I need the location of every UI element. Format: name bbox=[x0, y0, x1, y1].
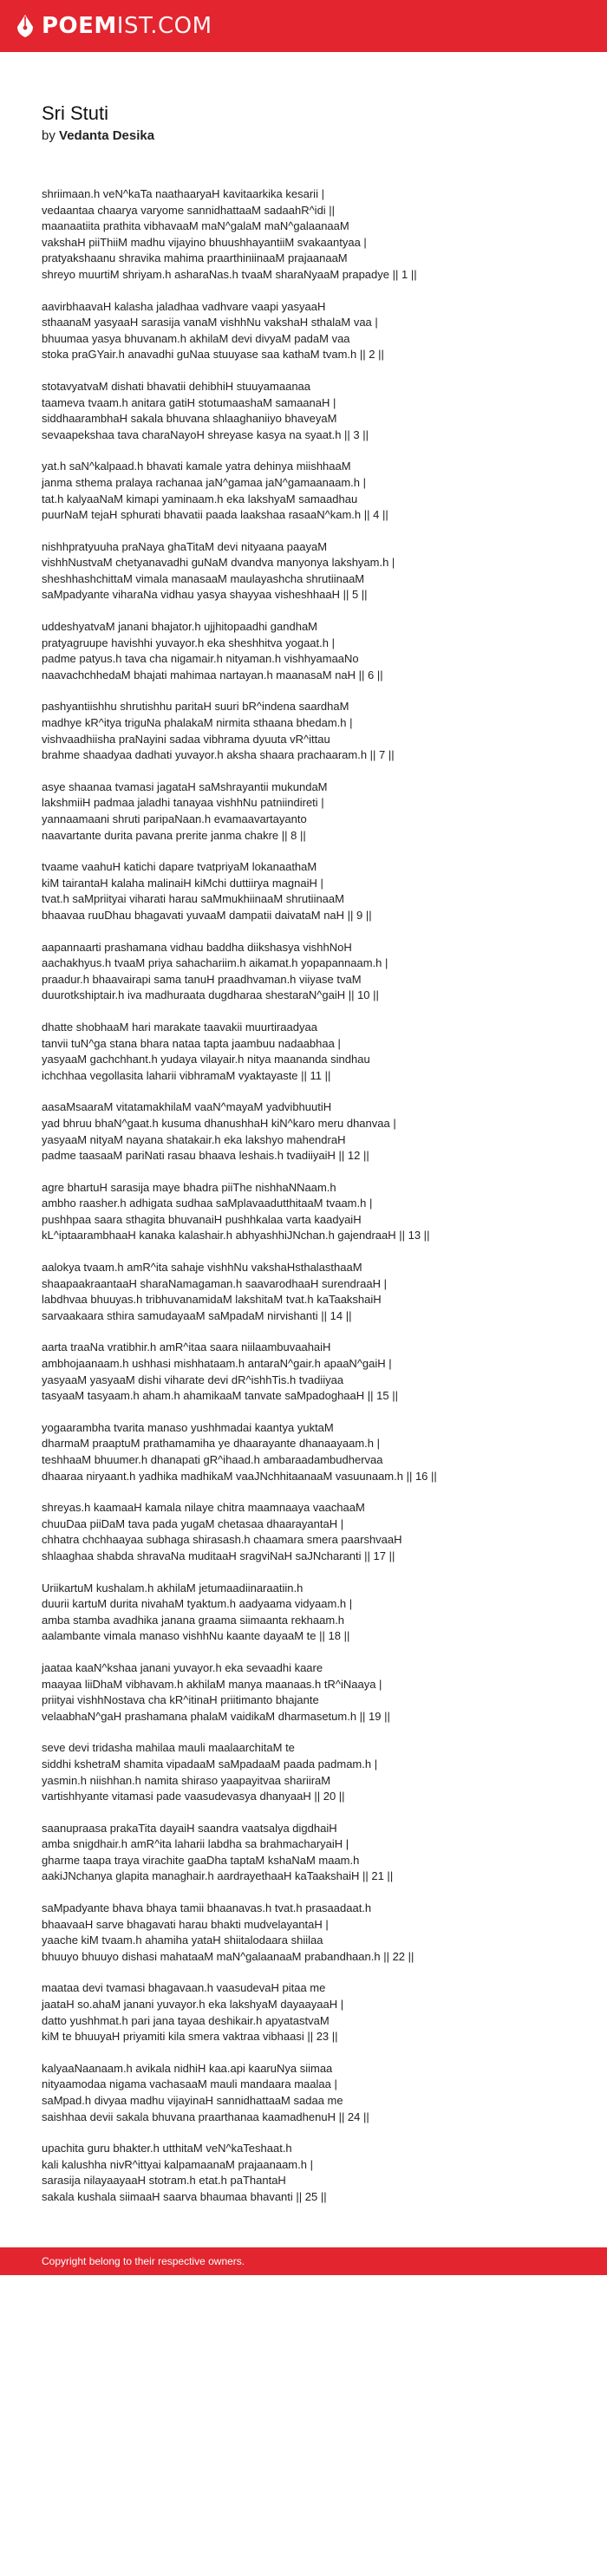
poem-line: agre bhartuH sarasija maye bhadra piiThe nishhaNNaam.h bbox=[42, 1180, 336, 1194]
poem-line: jaataH so.ahaM janani yuvayor.h eka lakshyaM dayaayaaH | bbox=[42, 1998, 344, 2012]
poem-line: tvaame vaahuH katichi dapare tvatpriyaM lokanaathaM bbox=[42, 860, 317, 874]
stanza bbox=[42, 1340, 565, 1404]
author-link[interactable]: Vedanta Desika bbox=[59, 128, 155, 143]
poem-line: ichchhaa vegollasita laharii vibhramaM vyaktayaste || 11 || bbox=[42, 1068, 331, 1082]
stanza bbox=[42, 1660, 565, 1725]
poem-line: aalambante vimala manaso vishhNu kaante dayaaM te || 18 || bbox=[42, 1629, 350, 1643]
poem-byline bbox=[42, 128, 565, 143]
poem-line: duurotkshiptair.h iva madhuraata dugdharaa shestaraN^gaiH || 10 || bbox=[42, 988, 379, 1002]
poem-line: bhuuyo bhuuyo dishasi mahataaM maN^galaanaaM prabandhaan.h || 22 || bbox=[42, 1949, 414, 1963]
poem-line: yasyaaM gachchhant.h yudaya vilayair.h nitya maananda sindhau bbox=[42, 1053, 370, 1066]
poem-line: puurNaM tejaH sphurati bhavatii paada laakshaa rasaaN^kam.h || 4 || bbox=[42, 508, 388, 522]
poem-line: vishhNustvaM chetyanavadhi guNaM dvandva manyonya lakshyam.h | bbox=[42, 556, 395, 570]
poem-line: vedaantaa chaarya varyome sannidhattaaM sadaahR^idi || bbox=[42, 203, 336, 217]
poem-line: padme patyus.h tava cha nigamair.h nityaman.h vishhyamaaNo bbox=[42, 652, 359, 666]
site-header bbox=[0, 0, 607, 52]
by-label: by bbox=[42, 128, 55, 143]
poem-line: stotavyatvaM dishati bhavatii dehibhiH stuuyamaanaa bbox=[42, 379, 311, 393]
poem-line: naavartante durita pavana prerite janma chakre || 8 || bbox=[42, 828, 306, 842]
poem-line: aarta traaNa vratibhir.h amR^itaa saara niilaambuvaahaiH bbox=[42, 1340, 331, 1354]
poem-title: Sri Stuti bbox=[42, 102, 109, 124]
poem-line: saMpadyante viharaNa vidhau yasya shayyaa visheshhaaH || 5 || bbox=[42, 588, 368, 602]
poem-line: sarasija nilayaayaaH stotram.h etat.h paThantaH bbox=[42, 2174, 286, 2188]
stanza bbox=[42, 779, 565, 844]
poem-line: saMpad.h divyaa madhu vijayinaH sannidhattaaM sadaa me bbox=[42, 2094, 343, 2107]
stanza bbox=[42, 1581, 565, 1645]
poem-line: naavachchhedaM bhajati mahimaa nartayan.h maanasaM naH || 6 || bbox=[42, 668, 383, 681]
poem-line: maayaa liiDhaM vibhavam.h akhilaM manya maanaas.h tR^iNaaya | bbox=[42, 1677, 382, 1691]
poem-line: sthaanaM yasyaaH sarasija vanaM vishhNu vakshaH sthalaM vaa | bbox=[42, 316, 378, 329]
poem-line: maanaatiita prathita vibhavaaM maN^galaM maN^galaanaaM bbox=[42, 219, 349, 233]
stanza bbox=[42, 699, 565, 763]
poem-line: tanvii tuN^ga stana bhara nataa tapta jaambuu nadaabhaa | bbox=[42, 1036, 341, 1050]
poem-body bbox=[42, 186, 565, 2206]
poem-line: yogaarambha tvarita manaso yushhmadai kaantya yuktaM bbox=[42, 1420, 334, 1434]
poem-line: brahme shaadyaa dadhati yuvayor.h aksha shaara prachaaram.h || 7 || bbox=[42, 748, 395, 762]
poem-line: yannaamaani shruti paripaNaan.h evamaavartayanto bbox=[42, 812, 307, 825]
poem-line: uddeshyatvaM janani bhajator.h ujjhitopaadhi gandhaM bbox=[42, 620, 318, 634]
stanza bbox=[42, 1260, 565, 1324]
poem-line: labdhvaa bhuuyas.h tribhuvanamidaM lakshitaM tvat.h kaTaakshaiH bbox=[42, 1293, 382, 1307]
poem-line: asye shaanaa tvamasi jagataH saMshrayantii mukundaM bbox=[42, 779, 328, 793]
poem-line: amba stamba avadhika janana graama siimaanta rekhaam.h bbox=[42, 1613, 345, 1627]
poem-line: tasyaaM tasyaam.h aham.h ahamikaaM tanvate saMpadoghaaH || 15 || bbox=[42, 1389, 398, 1403]
stanza bbox=[42, 1980, 565, 2044]
poem-line: siddhaarambhaH sakala bhuvana shlaaghaniiyo bhaveyaM bbox=[42, 412, 337, 426]
stanza bbox=[42, 2141, 565, 2205]
poem-line: padme taasaaM pariNati rasau bhaava leshais.h tvadiiyaiH || 12 || bbox=[42, 1149, 369, 1163]
poem-line: ambhojaanaam.h ushhasi mishhataam.h antaraN^gair.h apaaN^gaiH | bbox=[42, 1357, 392, 1371]
stanza bbox=[42, 299, 565, 363]
poem-line: dharmaM praaptuM prathamamiha ye dhaarayante dhanaayaam.h | bbox=[42, 1437, 380, 1451]
stanza bbox=[42, 1420, 565, 1484]
poem-line: lakshmiiH padmaa jaladhi tanayaa vishhNu patniindireti | bbox=[42, 796, 324, 810]
poem-line: aakiJNchanya glapita managhair.h aardrayethaaH kaTaakshaiH || 21 || bbox=[42, 1869, 394, 1883]
poem-line: nityaamodaa nigama vachasaaM mauli mandaara maalaa | bbox=[42, 2077, 337, 2091]
poem-line: yasyaaM yasyaaM dishi viharate devi dR^ishhTis.h tvadiiyaa bbox=[42, 1373, 344, 1386]
poem-line: taameva tvaam.h anitara gatiH stotumaashaM samaanaH | bbox=[42, 395, 336, 409]
poem-line: tvat.h saMpriityai viharati harau saMmukhiinaaM shrutiinaaM bbox=[42, 892, 344, 906]
poem-line: pashyantiishhu shrutishhu paritaH suuri bR^indena saardhaM bbox=[42, 700, 349, 714]
stanza bbox=[42, 1821, 565, 1885]
poem-line: bhaavaaH sarve bhagavati harau bhakti mudvelayantaH | bbox=[42, 1917, 329, 1931]
stanza bbox=[42, 1500, 565, 1564]
poem-line: duurii kartuM durita nivahaM tyaktum.h aadyaama vidyaam.h | bbox=[42, 1597, 353, 1611]
poem-line: shaapaakraantaaH sharaNamagaman.h saavarodhaaH surendraaH | bbox=[42, 1276, 387, 1290]
poem-line: vishvaadhiisha praNayini sadaa vibhrama dyuuta vR^ittau bbox=[42, 732, 330, 746]
poem-line: bhuumaa yasya bhuvanam.h akhilaM devi divyaM padaM vaa bbox=[42, 331, 350, 345]
poem-line: janma sthema pralaya rachanaa jaN^gamaa jaN^gamaanaam.h | bbox=[42, 475, 367, 489]
poem-line: chuuDaa piiDaM tava pada yugaM chetasaa dhaarayantaH | bbox=[42, 1516, 344, 1530]
poem-line: yad bhruu bhaN^gaat.h kusuma dhanushhaH kiN^karo meru dhanvaa | bbox=[42, 1116, 396, 1130]
poem-line: upachita guru bhakter.h utthitaM veN^kaTeshaat.h bbox=[42, 2142, 292, 2155]
stanza bbox=[42, 2061, 565, 2125]
poem-line: kL^iptaarambhaaH kanaka kalashair.h abhyashhiJNchan.h gajendraaH || 13 || bbox=[42, 1229, 430, 1242]
poem-line: shreyas.h kaamaaH kamala nilaye chitra maamnaaya vaachaaM bbox=[42, 1501, 365, 1515]
stanza bbox=[42, 1099, 565, 1164]
logo-wordmark bbox=[42, 15, 212, 37]
poem-line: maataa devi tvamasi bhagavaan.h vaasudevaH pitaa me bbox=[42, 1981, 326, 1995]
poem-line: pratyakshaanu shravika mahima praarthiniinaaM prajaanaaM bbox=[42, 251, 348, 265]
poem-line: datto yushhmat.h pari jana tayaa deshikair.h apyatastvaM bbox=[42, 2013, 330, 2027]
poem-line: vakshaH piiThiiM madhu vijayino bhuushhayantiiM svakaantyaa | bbox=[42, 235, 367, 249]
stanza bbox=[42, 1740, 565, 1804]
poem-line: gharme taapa traya virachite gaaDha taptaM kshaNaM maam.h bbox=[42, 1853, 360, 1867]
poem-line: ambho raasher.h adhigata sudhaa saMplavaadutthitaaM tvaam.h | bbox=[42, 1197, 373, 1210]
poem-line: aavirbhaavaH kalasha jaladhaa vadhvare vaapi yasyaaH bbox=[42, 299, 326, 313]
poem-line: saishhaa devii sakala bhuvana praarthanaa kaamadhenuH || 24 || bbox=[42, 2110, 369, 2123]
poem-line: dhaaraa niryaant.h yadhika madhikaM vaaJNchhitaanaaM vasuunaam.h || 16 || bbox=[42, 1469, 437, 1483]
poem-line: shreyo muurtiM shriyam.h asharaNas.h tvaaM sharaNyaaM prapadye || 1 || bbox=[42, 267, 417, 281]
poem-line: sevaapekshaa tava charaNayoH shreyase kasya na syaat.h || 3 || bbox=[42, 427, 369, 441]
poem-line: kalyaaNaanaam.h avikala nidhiH kaa.api kaaruNya siimaa bbox=[42, 2061, 333, 2075]
poem-line: sheshhashchittaM vimala manasaaM maulayashcha shrutiinaaM bbox=[42, 571, 365, 585]
poem-line: aalokya tvaam.h amR^ita sahaje vishhNu vakshaHsthalasthaaM bbox=[42, 1261, 362, 1275]
site-footer bbox=[0, 2247, 607, 2275]
poem-line: pratyagruupe havishhi yuvayor.h eka sheshhitva yogaat.h | bbox=[42, 636, 335, 649]
poem-line: priityai vishhNostava cha kR^itinaH priitimanto bhajante bbox=[42, 1693, 319, 1707]
logo-wordmark-bold: POEM bbox=[42, 13, 117, 39]
poem-line: vartishhyante vitamasi pade vaasudevasya dhanyaaH || 20 || bbox=[42, 1790, 345, 1803]
stanza bbox=[42, 539, 565, 603]
poem-line: pushhpaa saara sthagita bhuvanaiH pushhkalaa varta kaadyaiH bbox=[42, 1212, 362, 1226]
poem-line: saanupraasa prakaTita dayaiH saandra vaatsalya digdhaiH bbox=[42, 1821, 337, 1835]
stanza bbox=[42, 940, 565, 1004]
stanza bbox=[42, 1901, 565, 1965]
poem-line: aachakhyus.h tvaaM priya sahachariim.h aikamat.h yopapannaam.h | bbox=[42, 956, 388, 970]
poem-line: chhatra chchhaayaa subhaga shirasash.h chaamara smera paarshvaaH bbox=[42, 1533, 402, 1547]
poem-line: amba snigdhair.h amR^ita laharii labdha sa brahmacharyaiH | bbox=[42, 1837, 349, 1851]
logo-wordmark-light: IST.COM bbox=[116, 13, 212, 39]
poem-line: seve devi tridasha mahilaa mauli maalaarchitaM te bbox=[42, 1741, 295, 1755]
poem-page bbox=[0, 52, 607, 2247]
poem-line: saMpadyante bhava bhaya tamii bhaanavas.h tvat.h prasaadaat.h bbox=[42, 1901, 372, 1915]
poem-line: kali kalushha nivR^ittyai kalpamaanaM prajaanaam.h | bbox=[42, 2157, 313, 2171]
stanza bbox=[42, 379, 565, 443]
poem-line: tat.h kalyaaNaM kimapi yaminaam.h eka lakshyaM samaadhau bbox=[42, 492, 358, 505]
poem-line: nishhpratyuuha praNaya ghaTitaM devi nityaana paayaM bbox=[42, 539, 328, 553]
stanza bbox=[42, 1020, 565, 1084]
poem-line: sakala kushala siimaaH saarva bhaumaa bhavanti || 25 || bbox=[42, 2189, 327, 2203]
pen-nib-icon bbox=[16, 13, 35, 39]
poem-line: stoka praGYair.h anavadhi guNaa stuuyase saa kathaM tvam.h || 2 || bbox=[42, 348, 384, 362]
poem-line: jaataa kaaN^kshaa janani yuvayor.h eka sevaadhi kaare bbox=[42, 1660, 323, 1674]
poem-line: siddhi kshetraM shamita vipadaaM saMpadaaM paada padmam.h | bbox=[42, 1757, 378, 1771]
poem-line: yaache kiM tvaam.h ahamiha yataH shiitalodaara shiilaa bbox=[42, 1934, 323, 1947]
poem-line: praadur.h bhaavairapi sama tanuH praadhvaman.h viiyase tvaM bbox=[42, 972, 362, 986]
stanza bbox=[42, 859, 565, 923]
poem-line: yasmin.h niishhan.h namita shiraso yaapayitvaa shariiraM bbox=[42, 1773, 331, 1787]
poem-line: shriimaan.h veN^kaTa naathaaryaH kavitaarkika kesarii | bbox=[42, 187, 324, 200]
stanza bbox=[42, 186, 565, 284]
poem-line: yasyaaM nityaM nayana shatakair.h eka lakshyo mahendraH bbox=[42, 1132, 346, 1146]
poem-line: dhatte shobhaaM hari marakate taavakii muurtiraadyaa bbox=[42, 1020, 317, 1034]
poem-line: velaabhaN^gaH prashamana phalaM vaidikaM dharmasetum.h || 19 || bbox=[42, 1709, 390, 1723]
poem-line: teshhaaM bhuumer.h dhanapati gR^ihaad.h ambaraadambudhervaa bbox=[42, 1453, 383, 1466]
poem-line: aasaMsaaraM vitatamakhilaM vaaN^mayaM yadvibhuutiH bbox=[42, 1100, 332, 1114]
poem-line: aapannaarti prashamana vidhau baddha diikshasya vishhNoH bbox=[42, 940, 352, 954]
poem-line: bhaavaa ruuDhau bhagavati yuvaaM dampatii daivataM naH || 9 || bbox=[42, 908, 372, 922]
copyright-text: Copyright belong to their respective owners. bbox=[42, 2254, 245, 2267]
poem-line: UriikartuM kushalam.h akhilaM jetumaadiinaraatiin.h bbox=[42, 1581, 304, 1595]
poem-line: kiM tairantaH kalaha malinaiH kiMchi duttiirya magnaiH | bbox=[42, 876, 323, 890]
poem-line: madhye kR^itya triguNa phalakaM nirmita sthaana bhedam.h | bbox=[42, 716, 353, 730]
stanza bbox=[42, 1180, 565, 1244]
poem-line: sarvaakaara sthira samudayaaM saMpadaM nirvishanti || 14 || bbox=[42, 1308, 352, 1322]
poem-line: kiM te bhuuyaH priyamiti kila smera vaktraa vibhaasi || 23 || bbox=[42, 2030, 338, 2044]
poem-line: yat.h saN^kalpaad.h bhavati kamale yatra dehinya miishhaaM bbox=[42, 460, 351, 473]
stanza bbox=[42, 459, 565, 523]
poem-line: shlaaghaa shabda shravaNa muditaaH sragviNaH saJNcharanti || 17 || bbox=[42, 1549, 395, 1562]
site-logo[interactable] bbox=[16, 13, 212, 39]
stanza bbox=[42, 619, 565, 683]
